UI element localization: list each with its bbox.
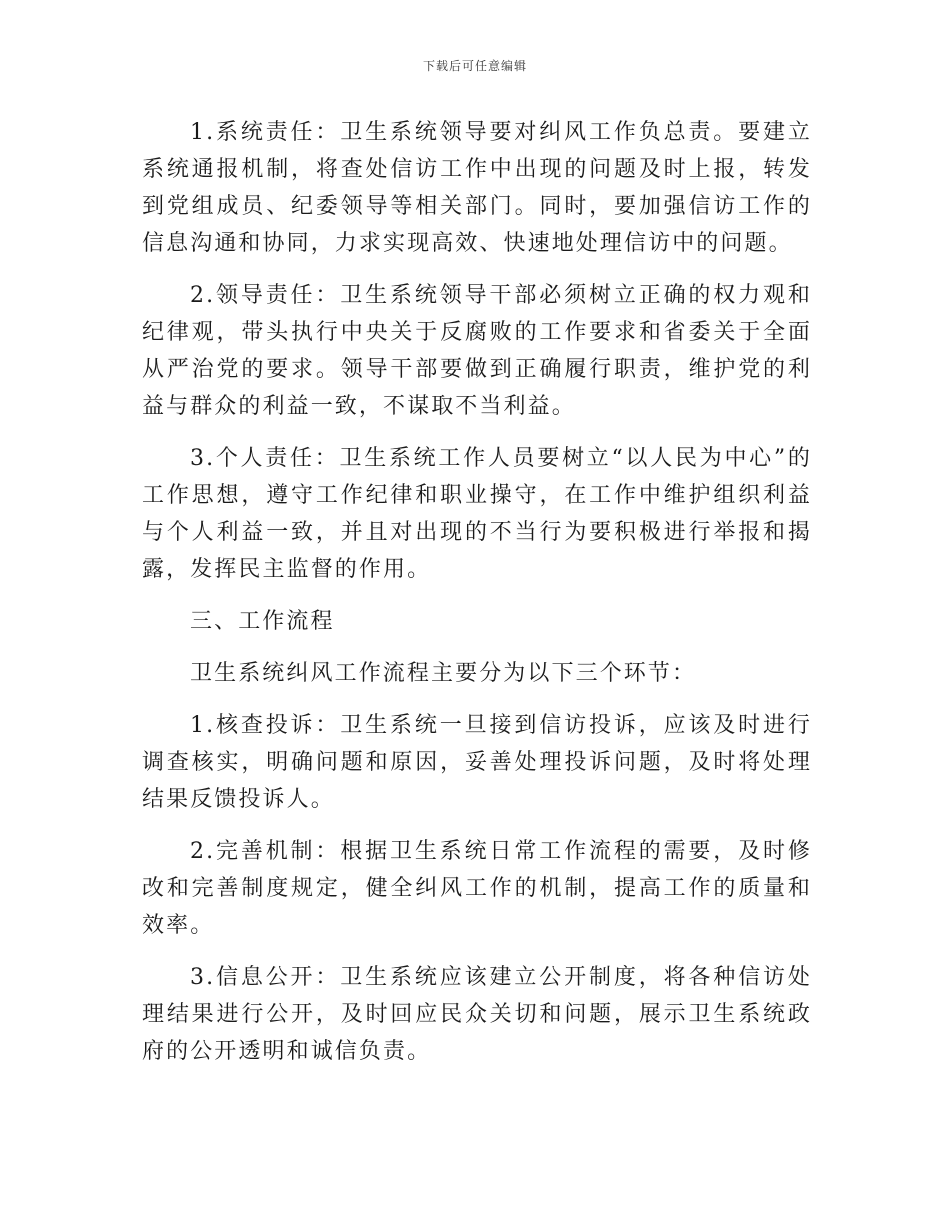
paragraph-verify-complaints: 1.核查投诉：卫生系统一旦接到信访投诉，应该及时进行调查核实，明确问题和原因，妥善处理投诉问题，及时将处理结果反馈投诉人。	[142, 713, 812, 812]
page-header-note: 下载后可任意编辑	[422, 59, 527, 73]
paragraph-system-responsibility: 1.系统责任：卫生系统领导要对纠风工作负总责。要建立系统通报机制，将查处信访工作中出现的问题及时上报，转发到党组成员、纪委领导等相关部门。同时，要加强信访工作的信息沟通和协同，力求实现高效、快速地处理信访中的问题。	[142, 120, 812, 256]
paragraph-leadership-responsibility: 2.领导责任：卫生系统领导干部必须树立正确的权力观和纪律观，带头执行中央关于反腐败的工作要求和省委关于全面从严治党的要求。领导干部要做到正确履行职责，维护党的利益与群众的利益一致，不谋取不当利益。	[142, 283, 812, 419]
document-body	[142, 114, 812, 1085]
section-heading-workflow: 三、工作流程	[190, 609, 335, 634]
paragraph-information-disclosure: 3.信息公开：卫生系统应该建立公开制度，将各种信访处理结果进行公开，及时回应民众关切和问题，展示卫生系统政府的公开透明和诚信负责。	[142, 965, 812, 1064]
paragraph-workflow-intro: 卫生系统纠风工作流程主要分为以下三个环节：	[190, 661, 697, 686]
paragraph-personal-responsibility: 3.个人责任：卫生系统工作人员要树立“以人民为中心”的工作思想，遵守工作纪律和职业操守，在工作中维护组织利益与个人利益一致，并且对出现的不当行为要积极进行举报和揭露，发挥民主监督的作用。	[142, 446, 812, 582]
paragraph-improve-mechanism: 2.完善机制：根据卫生系统日常工作流程的需要，及时修改和完善制度规定，健全纠风工作的机制，提高工作的质量和效率。	[142, 839, 812, 938]
